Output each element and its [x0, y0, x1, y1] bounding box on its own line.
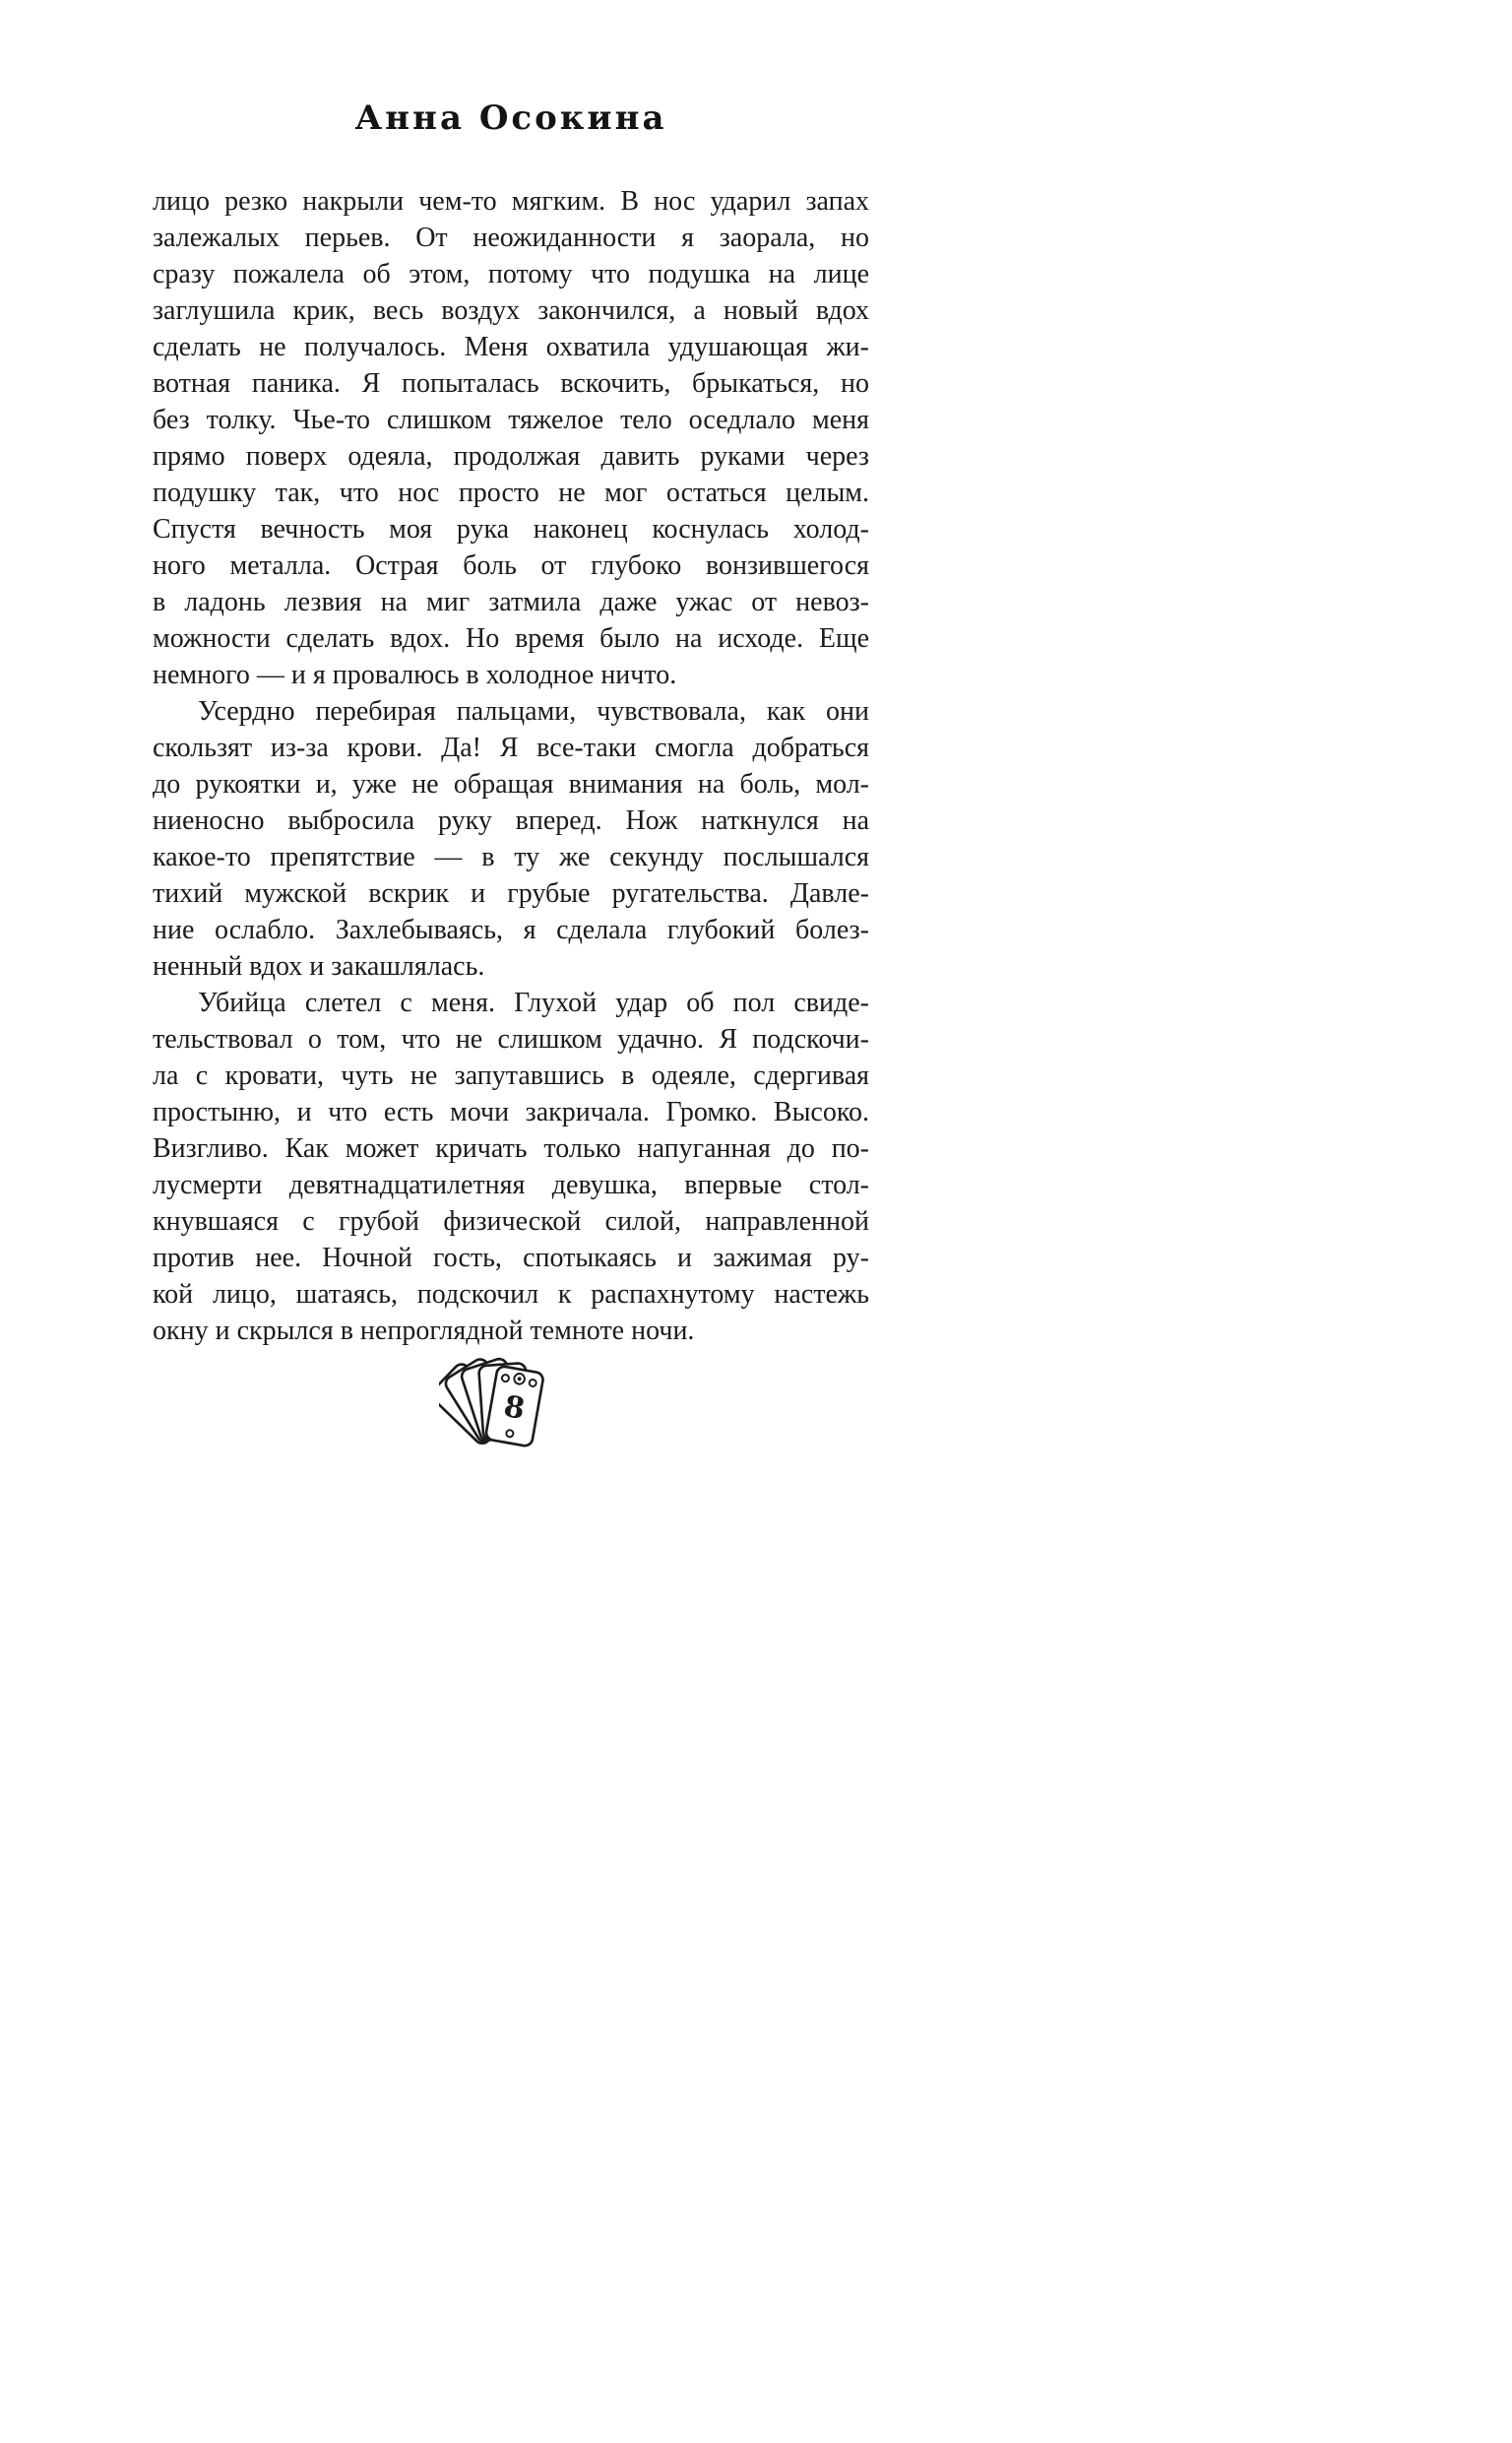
text-line: до рукоятки и, уже не обращая внимания на боль, мол- — [153, 769, 869, 800]
body-text — [153, 183, 869, 1349]
text-line: вотная паника. Я попыталась вскочить, брыкаться, но — [153, 368, 869, 399]
text-line: ненный вдох и закашлялась. — [153, 951, 485, 982]
text-line: залежалых перьев. От неожиданности я заорала, но — [153, 223, 869, 253]
text-line: Визгливо. Как может кричать только напуганная до по- — [153, 1133, 869, 1164]
text-line: лицо резко накрыли чем-то мягким. В нос ударил запах — [153, 186, 869, 217]
text-line: сразу пожалела об этом, потому что подушка на лице — [153, 259, 869, 289]
page-number-ornament — [439, 1341, 569, 1471]
text-line: Убийца слетел с меня. Глухой удар об пол свиде- — [198, 988, 869, 1018]
text-line: подушку так, что нос просто не мог остаться целым. — [153, 478, 869, 508]
text-line: тельствовал о том, что не слишком удачно. Я подскочи- — [153, 1024, 869, 1055]
card-fan-icon — [439, 1341, 569, 1471]
text-line: ние ослабло. Захлебываясь, я сделала глубокий болез- — [153, 915, 869, 945]
page-number: 8 — [501, 1388, 528, 1427]
text-line: можности сделать вдох. Но время было на исходе. Еще — [153, 623, 869, 654]
text-line: против нее. Ночной гость, спотыкаясь и зажимая ру- — [153, 1243, 869, 1273]
text-line: окну и скрылся в непроглядной темноте ночи. — [153, 1316, 695, 1346]
text-line: простыню, и что есть мочи закричала. Громко. Высоко. — [153, 1097, 869, 1127]
text-line: заглушила крик, весь воздух закончился, а новый вдох — [153, 295, 869, 326]
text-line: тихий мужской вскрик и грубые ругательства. Давле- — [153, 878, 869, 909]
text-line: кнувшаяся с грубой физической силой, направленной — [153, 1206, 869, 1237]
text-line: лусмерти девятнадцатилетняя девушка, впервые стол- — [153, 1170, 869, 1200]
text-line: без толку. Чье-то слишком тяжелое тело оседлало меня — [153, 405, 869, 435]
text-line: немного — и я провалюсь в холодное ничто. — [153, 660, 677, 690]
text-line: сделать не получалось. Меня охватила удушающая жи- — [153, 332, 869, 362]
text-line: ного металла. Острая боль от глубоко вонзившегося — [153, 550, 869, 581]
text-line: прямо поверх одеяла, продолжая давить руками через — [153, 441, 869, 472]
text-line: Усердно перебирая пальцами, чувствовала, как они — [198, 696, 869, 727]
text-line: Спустя вечность моя рука наконец коснулась холод- — [153, 514, 869, 545]
text-line: какое-то препятствие — в ту же секунду послышался — [153, 842, 869, 872]
paragraph — [153, 693, 869, 985]
paragraph — [153, 183, 869, 693]
text-line: ниеносно выбросила руку вперед. Нож наткнулся на — [153, 805, 869, 836]
running-head: Анна Осокина — [354, 98, 667, 138]
text-line: в ладонь лезвия на миг затмила даже ужас от невоз- — [153, 587, 869, 617]
text-line: скользят из-за крови. Да! Я все-таки смогла добраться — [153, 733, 869, 763]
text-line: ла с кровати, чуть не запутавшись в одеяле, сдергивая — [153, 1061, 869, 1091]
text-line: кой лицо, шатаясь, подскочил к распахнутому настежь — [153, 1279, 869, 1310]
paragraph — [153, 985, 869, 1349]
